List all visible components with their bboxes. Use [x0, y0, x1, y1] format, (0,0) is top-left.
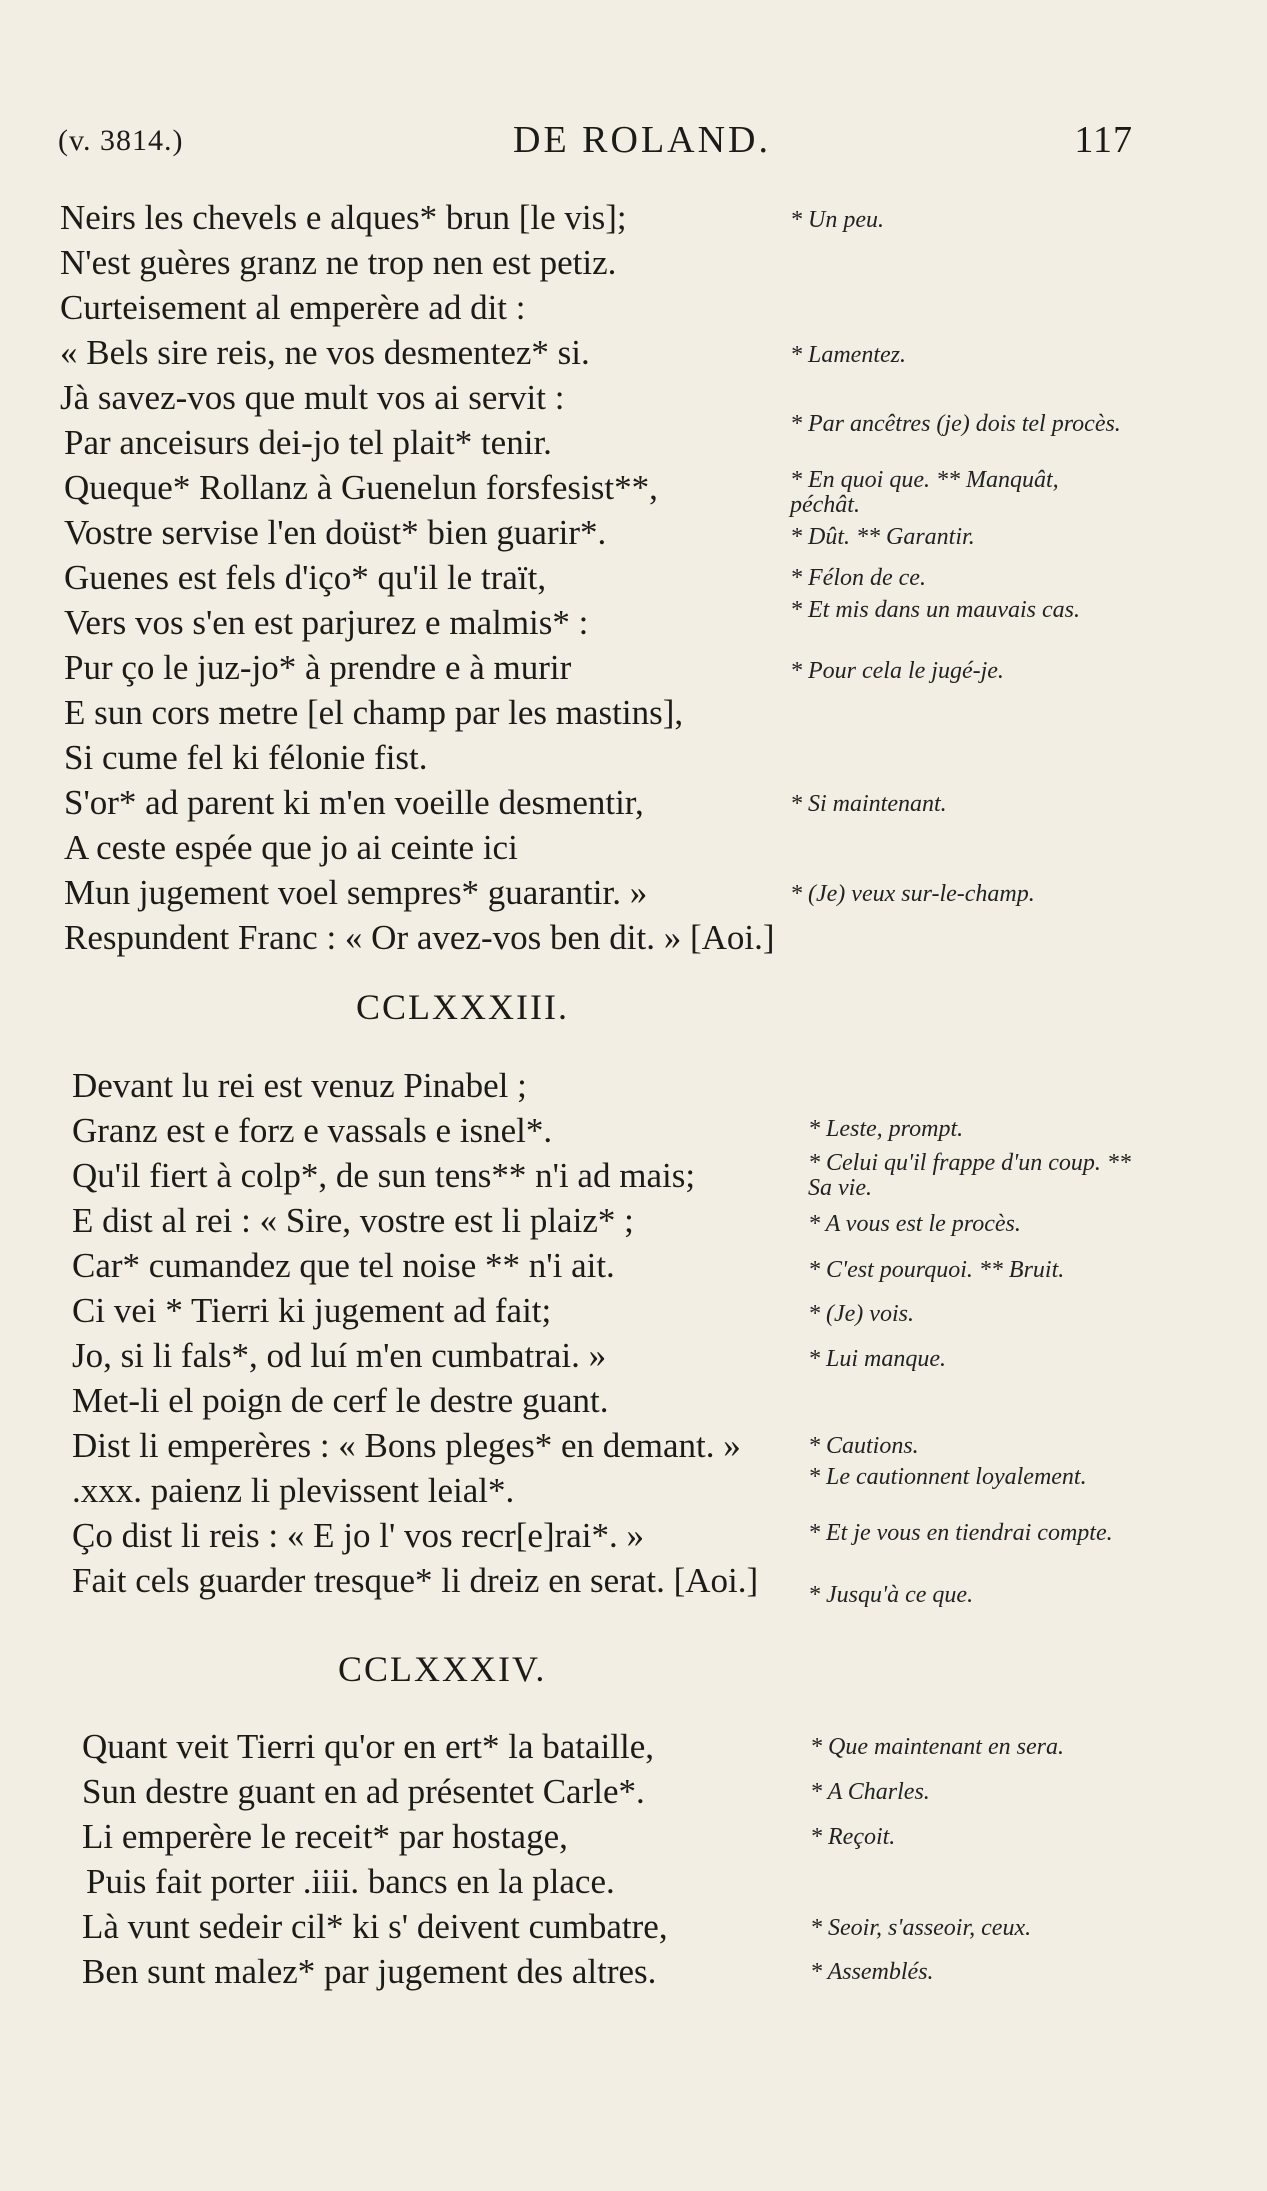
verse-line: N'est guères granz ne trop nen est petiz.	[60, 243, 617, 282]
verse-line: Vers vos s'en est parjurez e malmis* :	[64, 603, 589, 642]
verse-line: Vostre servise l'en doüst* bien guarir*.	[64, 513, 607, 552]
gloss-note: * Que maintenant en sera.	[810, 1734, 1064, 1760]
verse-line: .xxx. paienz li plevissent leial*.	[72, 1471, 515, 1510]
verse-line: Jà savez-vos que mult vos ai servit :	[60, 378, 565, 417]
verse-reference: (v. 3814.)	[58, 124, 184, 157]
gloss-note: * Et je vous en tiendrai compte.	[808, 1520, 1113, 1546]
gloss-note: * Lui manque.	[808, 1346, 946, 1372]
running-title: DE ROLAND.	[513, 119, 771, 161]
verse-line: Ço dist li reis : « E jo l' vos recr[e]rai*. »	[72, 1516, 645, 1555]
verse-line: Puis fait porter .iiii. bancs en la place.	[86, 1862, 615, 1901]
running-header	[58, 118, 1133, 168]
gloss-note: * Assemblés.	[810, 1959, 934, 1985]
verse-line: Sun destre guant en ad présentet Carle*.	[82, 1772, 645, 1811]
gloss-note: * A vous est le procès.	[808, 1211, 1021, 1237]
verse-line: Jo, si li fals*, od luí m'en cumbatrai. »	[72, 1336, 607, 1375]
gloss-note: * Pour cela le jugé-je.	[790, 658, 1004, 684]
verse-line: Là vunt sedeir cil* ki s' deivent cumbatre,	[82, 1907, 668, 1946]
verse-line: « Bels sire reis, ne vos desmentez* si.	[60, 333, 590, 372]
gloss-note: * Seoir, s'asseoir, ceux.	[810, 1915, 1032, 1941]
verse-line: Ben sunt malez* par jugement des altres.	[82, 1952, 657, 1991]
verse-line: Queque* Rollanz à Guenelun forsfesist**,	[64, 468, 658, 507]
gloss-note: * Par ancêtres (je) dois tel procès.	[790, 411, 1121, 437]
gloss-note: * C'est pourquoi. ** Bruit.	[808, 1257, 1065, 1283]
verse-line: A ceste espée que jo ai ceinte ici	[64, 828, 518, 867]
verse-line: E sun cors metre [el champ par les mastins],	[64, 693, 684, 732]
section-heading: CCLXXXIV.	[338, 1649, 547, 1689]
verse-line: Fait cels guarder tresque* li dreiz en serat. [Aoi.]	[72, 1561, 759, 1600]
verse-line: Par anceisurs dei-jo tel plait* tenir.	[64, 423, 552, 462]
gloss-note: * En quoi que. ** Manquât, péchât.	[790, 467, 1059, 518]
verse-line: Devant lu rei est venuz Pinabel ;	[72, 1066, 527, 1105]
verse-line: Respundent Franc : « Or avez-vos ben dit. » [Aoi.]	[64, 918, 775, 957]
gloss-note: * Leste, prompt.	[808, 1116, 964, 1142]
verse-line: Ci vei * Tierri ki jugement ad fait;	[72, 1291, 552, 1330]
gloss-note: * Lamentez.	[790, 342, 906, 368]
verse-line: Li emperère le receit* par hostage,	[82, 1817, 568, 1856]
verse-line: Quant veit Tierri qu'or en ert* la bataille,	[82, 1727, 654, 1766]
verse-line: Dist li emperères : « Bons pleges* en demant. »	[72, 1426, 741, 1465]
page-number: 117	[1074, 119, 1133, 161]
verse-line: Mun jugement voel sempres* guarantir. »	[64, 873, 648, 912]
verse-line: Guenes est fels d'içο* qu'il le traït,	[64, 558, 547, 597]
gloss-note: * (Je) vois.	[808, 1301, 914, 1327]
gloss-note: * Un peu.	[790, 207, 884, 233]
gloss-note: * Dût. ** Garantir.	[790, 524, 975, 550]
verse-line: Granz est e forz e vassals e isnel*.	[72, 1111, 553, 1150]
gloss-note: * Jusqu'à ce que.	[808, 1582, 974, 1608]
gloss-note: * Le cautionnent loyalement.	[808, 1464, 1087, 1490]
verse-line: Si cume fel ki félonie fist.	[64, 738, 428, 777]
gloss-note: * Et mis dans un mauvais cas.	[790, 597, 1080, 623]
verse-line: Neirs les chevels e alques* brun [le vis];	[60, 198, 627, 237]
verse-line: Car* cumandez que tel noise ** n'i ait.	[72, 1246, 615, 1285]
section-heading: CCLXXXIII.	[356, 987, 569, 1027]
verse-line: Qu'il fiert à colp*, de sun tens** n'i ad mais;	[72, 1156, 696, 1195]
verse-line: Curteisement al emperère ad dit :	[60, 288, 526, 327]
verse-line: E dist al rei : « Sire, vostre est li plaiz* ;	[72, 1201, 634, 1240]
gloss-note: * (Je) veux sur-le-champ.	[790, 881, 1035, 907]
gloss-note: * A Charles.	[810, 1779, 930, 1805]
verse-line: Pur ço le juz-jo* à prendre e à murir	[64, 648, 572, 687]
gloss-note: * Si maintenant.	[790, 791, 947, 817]
gloss-note: * Félon de ce.	[790, 565, 926, 591]
gloss-note: * Reçoit.	[810, 1824, 896, 1850]
gloss-note: * Celui qu'il frappe d'un coup. ** Sa vie.	[808, 1150, 1131, 1201]
verse-line: S'or* ad parent ki m'en voeille desmentir,	[64, 783, 644, 822]
verse-line: Met-li el poign de cerf le destre guant.	[72, 1381, 609, 1420]
gloss-note: * Cautions.	[808, 1433, 919, 1459]
